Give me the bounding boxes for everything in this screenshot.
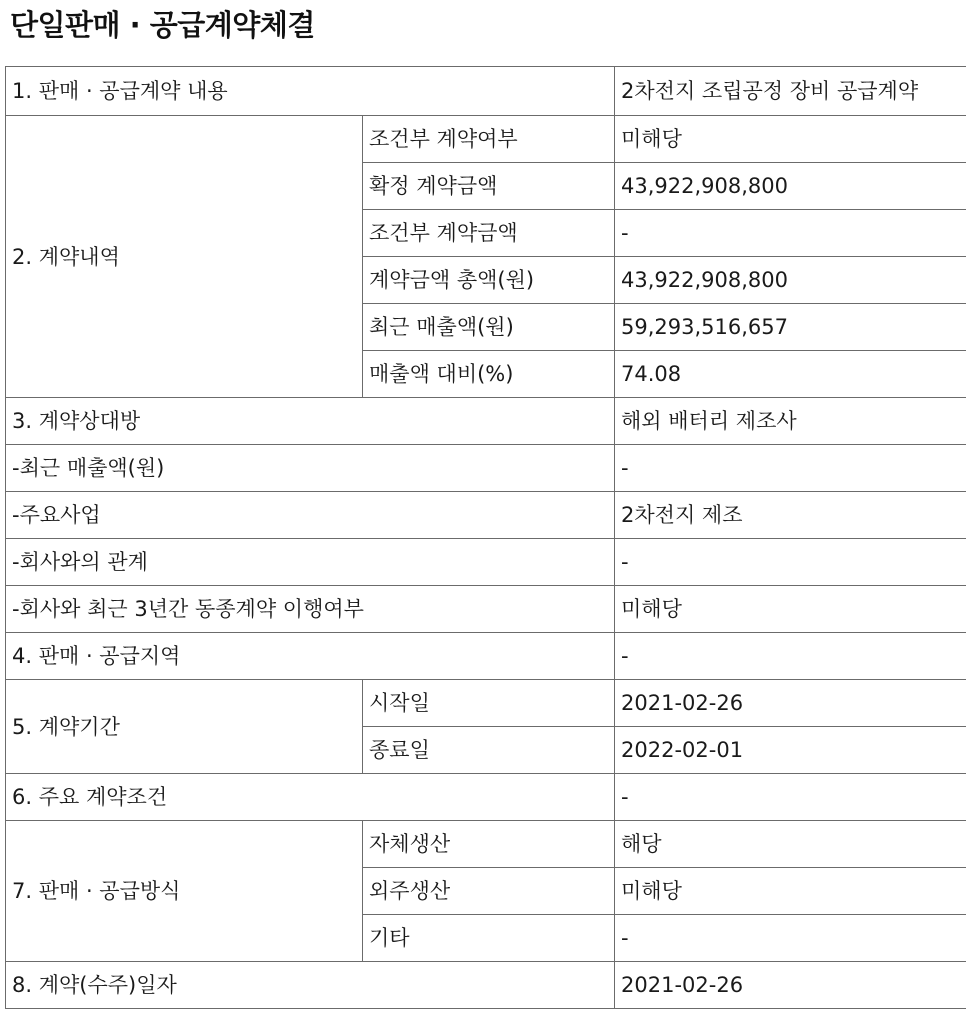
row-value: 74.08: [615, 351, 966, 398]
row-value: -: [615, 445, 966, 492]
row-label: -회사와 최근 3년간 동종계약 이행여부: [6, 586, 615, 633]
sub-label: 조건부 계약금액: [363, 210, 615, 257]
row-label: 2. 계약내역: [6, 116, 363, 398]
row-label: -회사와의 관계: [6, 539, 615, 586]
table-row: [6, 633, 966, 680]
row-value: -: [615, 915, 966, 962]
table-row: [6, 586, 966, 633]
row-label: 8. 계약(수주)일자: [6, 962, 615, 1009]
row-value: 2021-02-26: [615, 962, 966, 1009]
table-row: [6, 492, 966, 539]
row-value: 2차전지 제조: [615, 492, 966, 539]
row-value: 2022-02-01: [615, 727, 966, 774]
table-row: [6, 445, 966, 492]
table-row: [6, 680, 966, 727]
table-row: [6, 116, 966, 163]
sub-label: 외주생산: [363, 868, 615, 915]
row-value: -: [615, 633, 966, 680]
sub-label: 매출액 대비(%): [363, 351, 615, 398]
sub-label: 최근 매출액(원): [363, 304, 615, 351]
row-value: 43,922,908,800: [615, 163, 966, 210]
row-value: 미해당: [615, 868, 966, 915]
row-label: 3. 계약상대방: [6, 398, 615, 445]
row-value: 미해당: [615, 116, 966, 163]
row-value: 해당: [615, 821, 966, 868]
table-row: [6, 67, 966, 116]
sub-label: 계약금액 총액(원): [363, 257, 615, 304]
sub-label: 기타: [363, 915, 615, 962]
row-label: -주요사업: [6, 492, 615, 539]
contract-table: [5, 66, 966, 1009]
table-row: [6, 539, 966, 586]
row-value: -: [615, 774, 966, 821]
row-label: 5. 계약기간: [6, 680, 363, 774]
row-value: 해외 배터리 제조사: [615, 398, 966, 445]
row-label: 7. 판매 · 공급방식: [6, 821, 363, 962]
table-row: [6, 821, 966, 868]
table-row: [6, 774, 966, 821]
sub-label: 시작일: [363, 680, 615, 727]
row-label: 6. 주요 계약조건: [6, 774, 615, 821]
row-value: 2차전지 조립공정 장비 공급계약: [615, 67, 966, 116]
sub-label: 자체생산: [363, 821, 615, 868]
row-value: -: [615, 539, 966, 586]
sub-label: 종료일: [363, 727, 615, 774]
sub-label: 확정 계약금액: [363, 163, 615, 210]
row-value: 59,293,516,657: [615, 304, 966, 351]
row-value: 2021-02-26: [615, 680, 966, 727]
table-row: [6, 962, 966, 1009]
row-value: -: [615, 210, 966, 257]
row-label: -최근 매출액(원): [6, 445, 615, 492]
page-title: 단일판매 · 공급계약체결: [10, 8, 315, 42]
row-label: 4. 판매 · 공급지역: [6, 633, 615, 680]
sub-label: 조건부 계약여부: [363, 116, 615, 163]
row-value: 43,922,908,800: [615, 257, 966, 304]
row-label: 1. 판매 · 공급계약 내용: [6, 67, 615, 116]
table-row: [6, 398, 966, 445]
row-value: 미해당: [615, 586, 966, 633]
